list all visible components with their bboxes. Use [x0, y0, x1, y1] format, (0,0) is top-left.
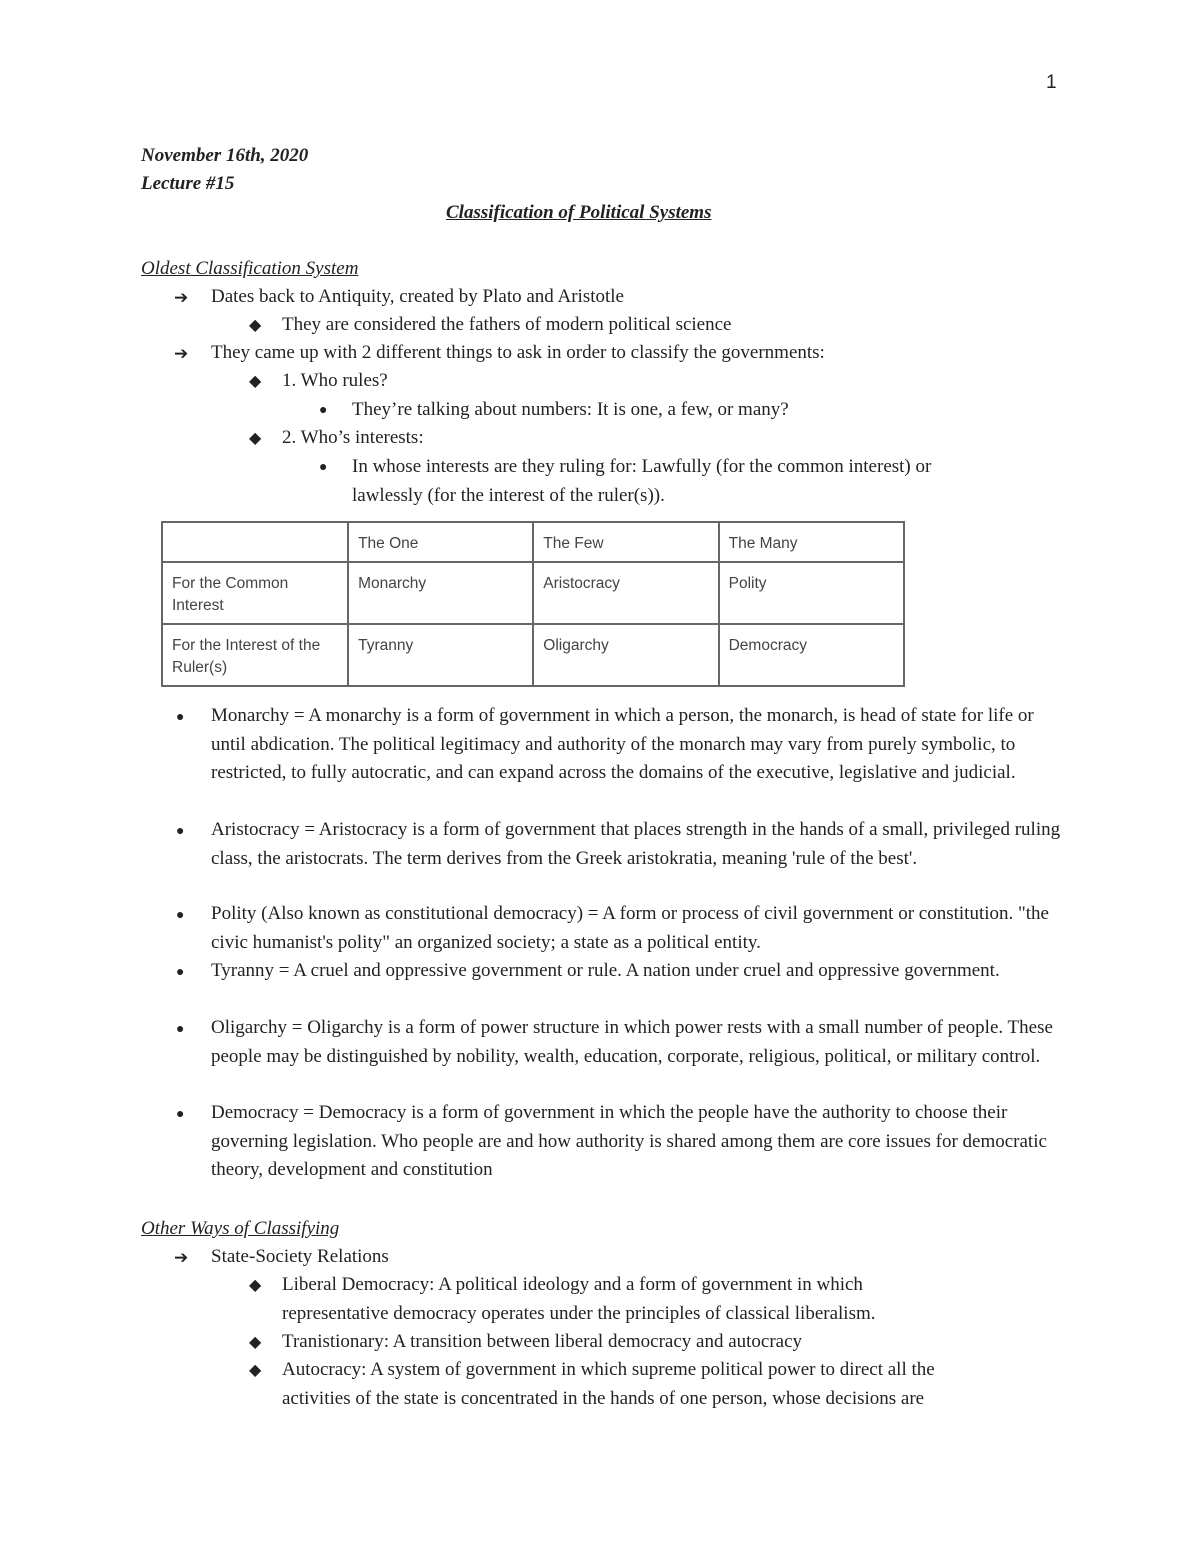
lecture-date: November 16th, 2020	[141, 145, 309, 166]
list-item: They’re talking about numbers: It is one, a few, or many?	[352, 399, 789, 420]
dot-bullet-icon: ●	[176, 824, 185, 839]
list-item: They are considered the fathers of modern political science	[282, 314, 732, 335]
diamond-bullet-icon: ◆	[249, 1334, 262, 1351]
list-item: Liberal Democracy: A political ideology and a form of government in which	[282, 1274, 863, 1295]
arrow-bullet-icon: ➔	[174, 288, 189, 307]
table-cell: Monarchy	[348, 562, 533, 624]
list-item: Tranistionary: A transition between liberal democracy and autocracy	[282, 1331, 803, 1352]
definition-polity: Polity (Also known as constitutional democracy) = A form or process of civil government or constitution. "the civic humanist's polity" an organized society; a state as a political entity.	[211, 903, 1049, 953]
section-heading-other: Other Ways of Classifying	[141, 1218, 340, 1239]
arrow-bullet-icon: ➔	[174, 344, 189, 363]
diamond-bullet-icon: ◆	[249, 373, 262, 390]
list-item: They came up with 2 different things to ask in order to classify the governments:	[211, 342, 825, 363]
dot-bullet-icon: ●	[176, 965, 185, 980]
page-number: 1	[1046, 72, 1057, 93]
table-cell: Tyranny	[348, 624, 533, 686]
diamond-bullet-icon: ◆	[249, 317, 262, 334]
table-row	[162, 562, 904, 624]
definition-oligarchy: Oligarchy = Oligarchy is a form of power structure in which power rests with a small number of people. These people may be distinguished by nobility, wealth, education, corporate, religious, political, or military control.	[211, 1017, 1053, 1067]
list-item: 2. Who’s interests:	[282, 427, 424, 448]
document-title: Classification of Political Systems	[446, 202, 712, 223]
definition-monarchy: Monarchy = A monarchy is a form of government in which a person, the monarch, is head of state for life or until abdication. The political legitimacy and authority of the monarch may vary from purely symbolic, to restricted, to fully autocratic, and can expand across the domains of the executive, legislative and judicial.	[211, 705, 1034, 783]
dot-bullet-icon: ●	[176, 908, 185, 923]
classification-table	[161, 521, 905, 687]
dot-bullet-icon: ●	[176, 1107, 185, 1122]
table-cell: Polity	[719, 562, 904, 624]
diamond-bullet-icon: ◆	[249, 430, 262, 447]
arrow-bullet-icon: ➔	[174, 1248, 189, 1267]
table-cell: Oligarchy	[533, 624, 718, 686]
list-item: Dates back to Antiquity, created by Plato and Aristotle	[211, 286, 624, 307]
table-cell: Aristocracy	[533, 562, 718, 624]
dot-bullet-icon: ●	[319, 460, 328, 475]
diamond-bullet-icon: ◆	[249, 1277, 262, 1294]
list-item: 1. Who rules?	[282, 370, 388, 391]
list-item: In whose interests are they ruling for: Lawfully (for the common interest) or	[352, 456, 932, 477]
dot-bullet-icon: ●	[176, 1022, 185, 1037]
diamond-bullet-icon: ◆	[249, 1362, 262, 1379]
table-header-row	[162, 522, 904, 562]
definition-democracy: Democracy = Democracy is a form of government in which the people have the authority to choose their governing legislation. Who people are and how authority is shared among them are core issues for democratic theory, development and constitution	[211, 1102, 1047, 1180]
list-item-continuation: lawlessly (for the interest of the ruler(s)).	[352, 485, 665, 506]
list-item: State-Society Relations	[211, 1246, 389, 1267]
lecture-number: Lecture #15	[141, 173, 235, 194]
definition-tyranny: Tyranny = A cruel and oppressive government or rule. A nation under cruel and oppressive government.	[211, 960, 1000, 981]
table-cell	[162, 522, 348, 562]
table-header-cell: The Few	[533, 522, 718, 562]
list-item: Autocracy: A system of government in which supreme political power to direct all the	[282, 1359, 935, 1380]
table-row-label: For the Interest of the Ruler(s)	[162, 624, 348, 686]
table-header-cell: The One	[348, 522, 533, 562]
dot-bullet-icon: ●	[176, 710, 185, 725]
list-item-continuation: activities of the state is concentrated in the hands of one person, whose decisions are	[282, 1388, 925, 1409]
definition-aristocracy: Aristocracy = Aristocracy is a form of government that places strength in the hands of a small, privileged ruling class, the aristocrats. The term derives from the Greek aristokratia, meaning 'rule of the best'.	[211, 819, 1061, 869]
table-row	[162, 624, 904, 686]
table-header-cell: The Many	[719, 522, 904, 562]
list-item-continuation: representative democracy operates under the principles of classical liberalism.	[282, 1303, 876, 1324]
dot-bullet-icon: ●	[319, 403, 328, 418]
table-row-label: For the Common Interest	[162, 562, 348, 624]
table-cell: Democracy	[719, 624, 904, 686]
section-heading-oldest: Oldest Classification System	[141, 258, 359, 279]
